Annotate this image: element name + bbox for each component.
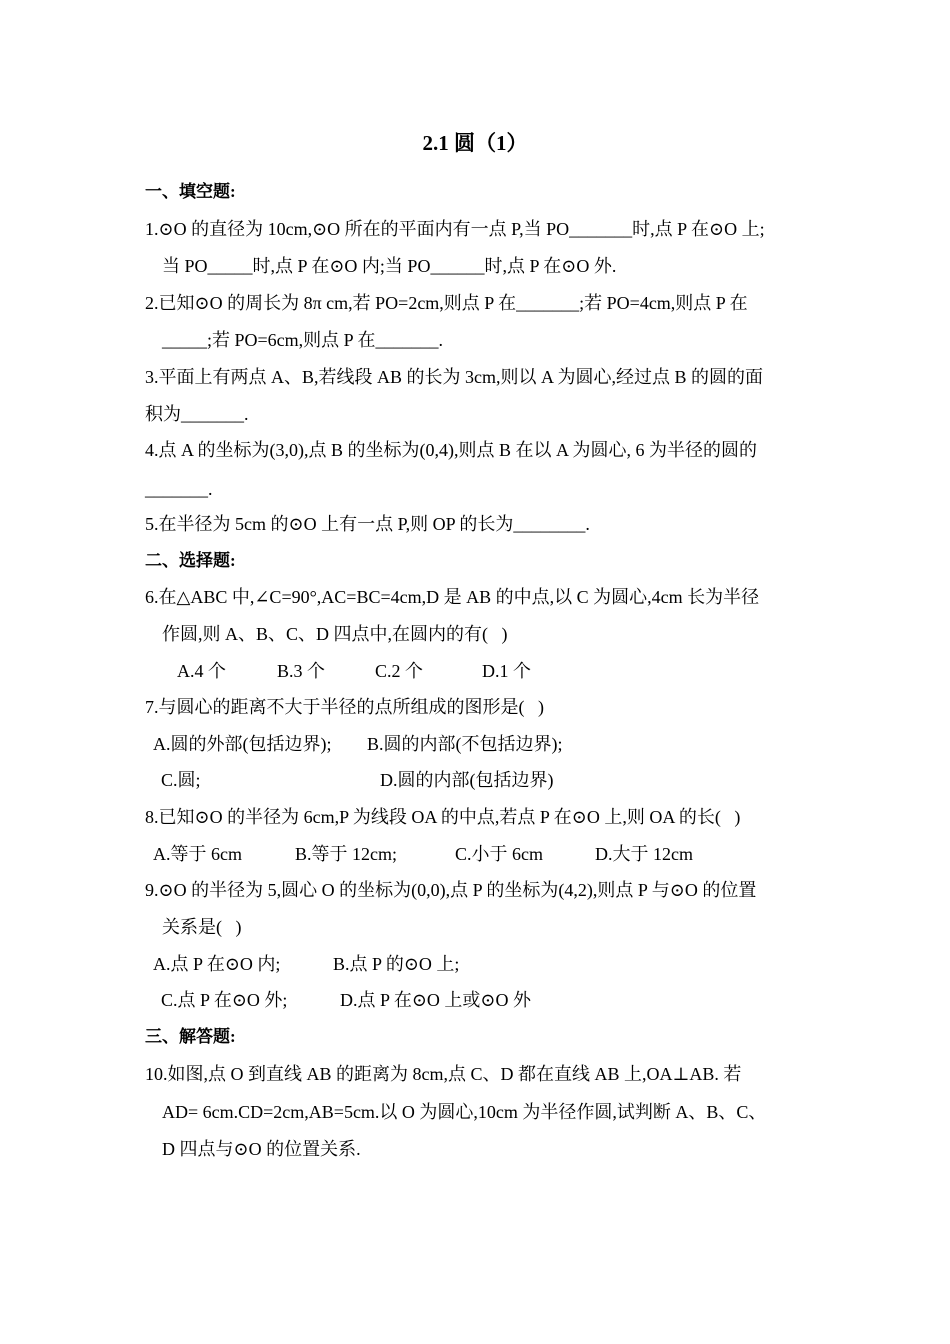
question-6-line-1: 6.在△ABC 中,∠C=90°,AC=BC=4cm,D 是 AB 的中点,以 C 为圆心,4cm 长为半径 <box>145 587 760 607</box>
question-9-option-a: A.点 P 在⊙O 内; <box>153 954 281 974</box>
question-2-line-1: 2.已知⊙O 的周长为 8π cm,若 PO=2cm,则点 P 在_______;若 PO=4cm,则点 P 在 <box>145 293 748 313</box>
question-3-line-2: 积为_______. <box>145 404 249 424</box>
question-7: 7.与圆心的距离不大于半径的点所组成的图形是( ) <box>145 697 544 717</box>
question-9-option-d: D.点 P 在⊙O 上或⊙O 外 <box>340 990 532 1010</box>
question-4-line-1: 4.点 A 的坐标为(3,0),点 B 的坐标为(0,4),则点 B 在以 A 为圆心, 6 为半径的圆的 <box>145 440 757 460</box>
question-7-option-c: C.圆; <box>161 770 201 790</box>
question-6-option-d: D.1 个 <box>482 661 531 681</box>
question-7-option-b: B.圆的内部(不包括边界); <box>367 734 563 754</box>
page-title: 2.1 圆（1） <box>422 131 528 155</box>
question-9-option-b: B.点 P 的⊙O 上; <box>333 954 460 974</box>
question-8-option-b: B.等于 12cm; <box>295 844 397 864</box>
question-3-line-1: 3.平面上有两点 A、B,若线段 AB 的长为 3cm,则以 A 为圆心,经过点 B 的圆的面 <box>145 367 764 387</box>
question-1-line-2: 当 PO_____时,点 P 在⊙O 内;当 PO______时,点 P 在⊙O 外. <box>162 256 617 276</box>
question-6-option-c: C.2 个 <box>375 661 424 681</box>
question-8-option-d: D.大于 12cm <box>595 844 693 864</box>
question-10-line-2: AD= 6cm.CD=2cm,AB=5cm.以 O 为圆心,10cm 为半径作圆,试判断 A、B、C、 <box>162 1102 767 1122</box>
question-8: 8.已知⊙O 的半径为 6cm,P 为线段 OA 的中点,若点 P 在⊙O 上,则 OA 的长( ) <box>145 807 741 827</box>
question-6-option-a: A.4 个 <box>177 661 226 681</box>
question-9-option-c: C.点 P 在⊙O 外; <box>161 990 288 1010</box>
question-9-line-1: 9.⊙O 的半径为 5,圆心 O 的坐标为(0,0),点 P 的坐标为(4,2),则点 P 与⊙O 的位置 <box>145 880 757 900</box>
question-2-line-2: _____;若 PO=6cm,则点 P 在_______. <box>162 330 443 350</box>
question-7-option-a: A.圆的外部(包括边界); <box>153 734 332 754</box>
question-6-line-2: 作圆,则 A、B、C、D 四点中,在圆内的有( ) <box>162 624 508 644</box>
question-4-line-2: _______. <box>145 479 213 499</box>
question-10-line-1: 10.如图,点 O 到直线 AB 的距离为 8cm,点 C、D 都在直线 AB 上,OA⊥AB. 若 <box>145 1064 742 1084</box>
question-8-option-c: C.小于 6cm <box>455 844 543 864</box>
question-9-line-2: 关系是( ) <box>162 917 242 937</box>
question-10-line-3: D 四点与⊙O 的位置关系. <box>162 1139 361 1159</box>
section-multiple-choice: 二、选择题: <box>145 551 236 570</box>
question-7-option-d: D.圆的内部(包括边界) <box>380 770 554 790</box>
question-6-option-b: B.3 个 <box>277 661 326 681</box>
section-fill-in: 一、填空题: <box>145 182 236 201</box>
question-1-line-1: 1.⊙O 的直径为 10cm,⊙O 所在的平面内有一点 P,当 PO_______时,点 P 在⊙O 上; <box>145 219 765 239</box>
question-8-option-a: A.等于 6cm <box>153 844 242 864</box>
section-answer: 三、解答题: <box>145 1027 236 1046</box>
question-5: 5.在半径为 5cm 的⊙O 上有一点 P,则 OP 的长为________. <box>145 514 590 534</box>
